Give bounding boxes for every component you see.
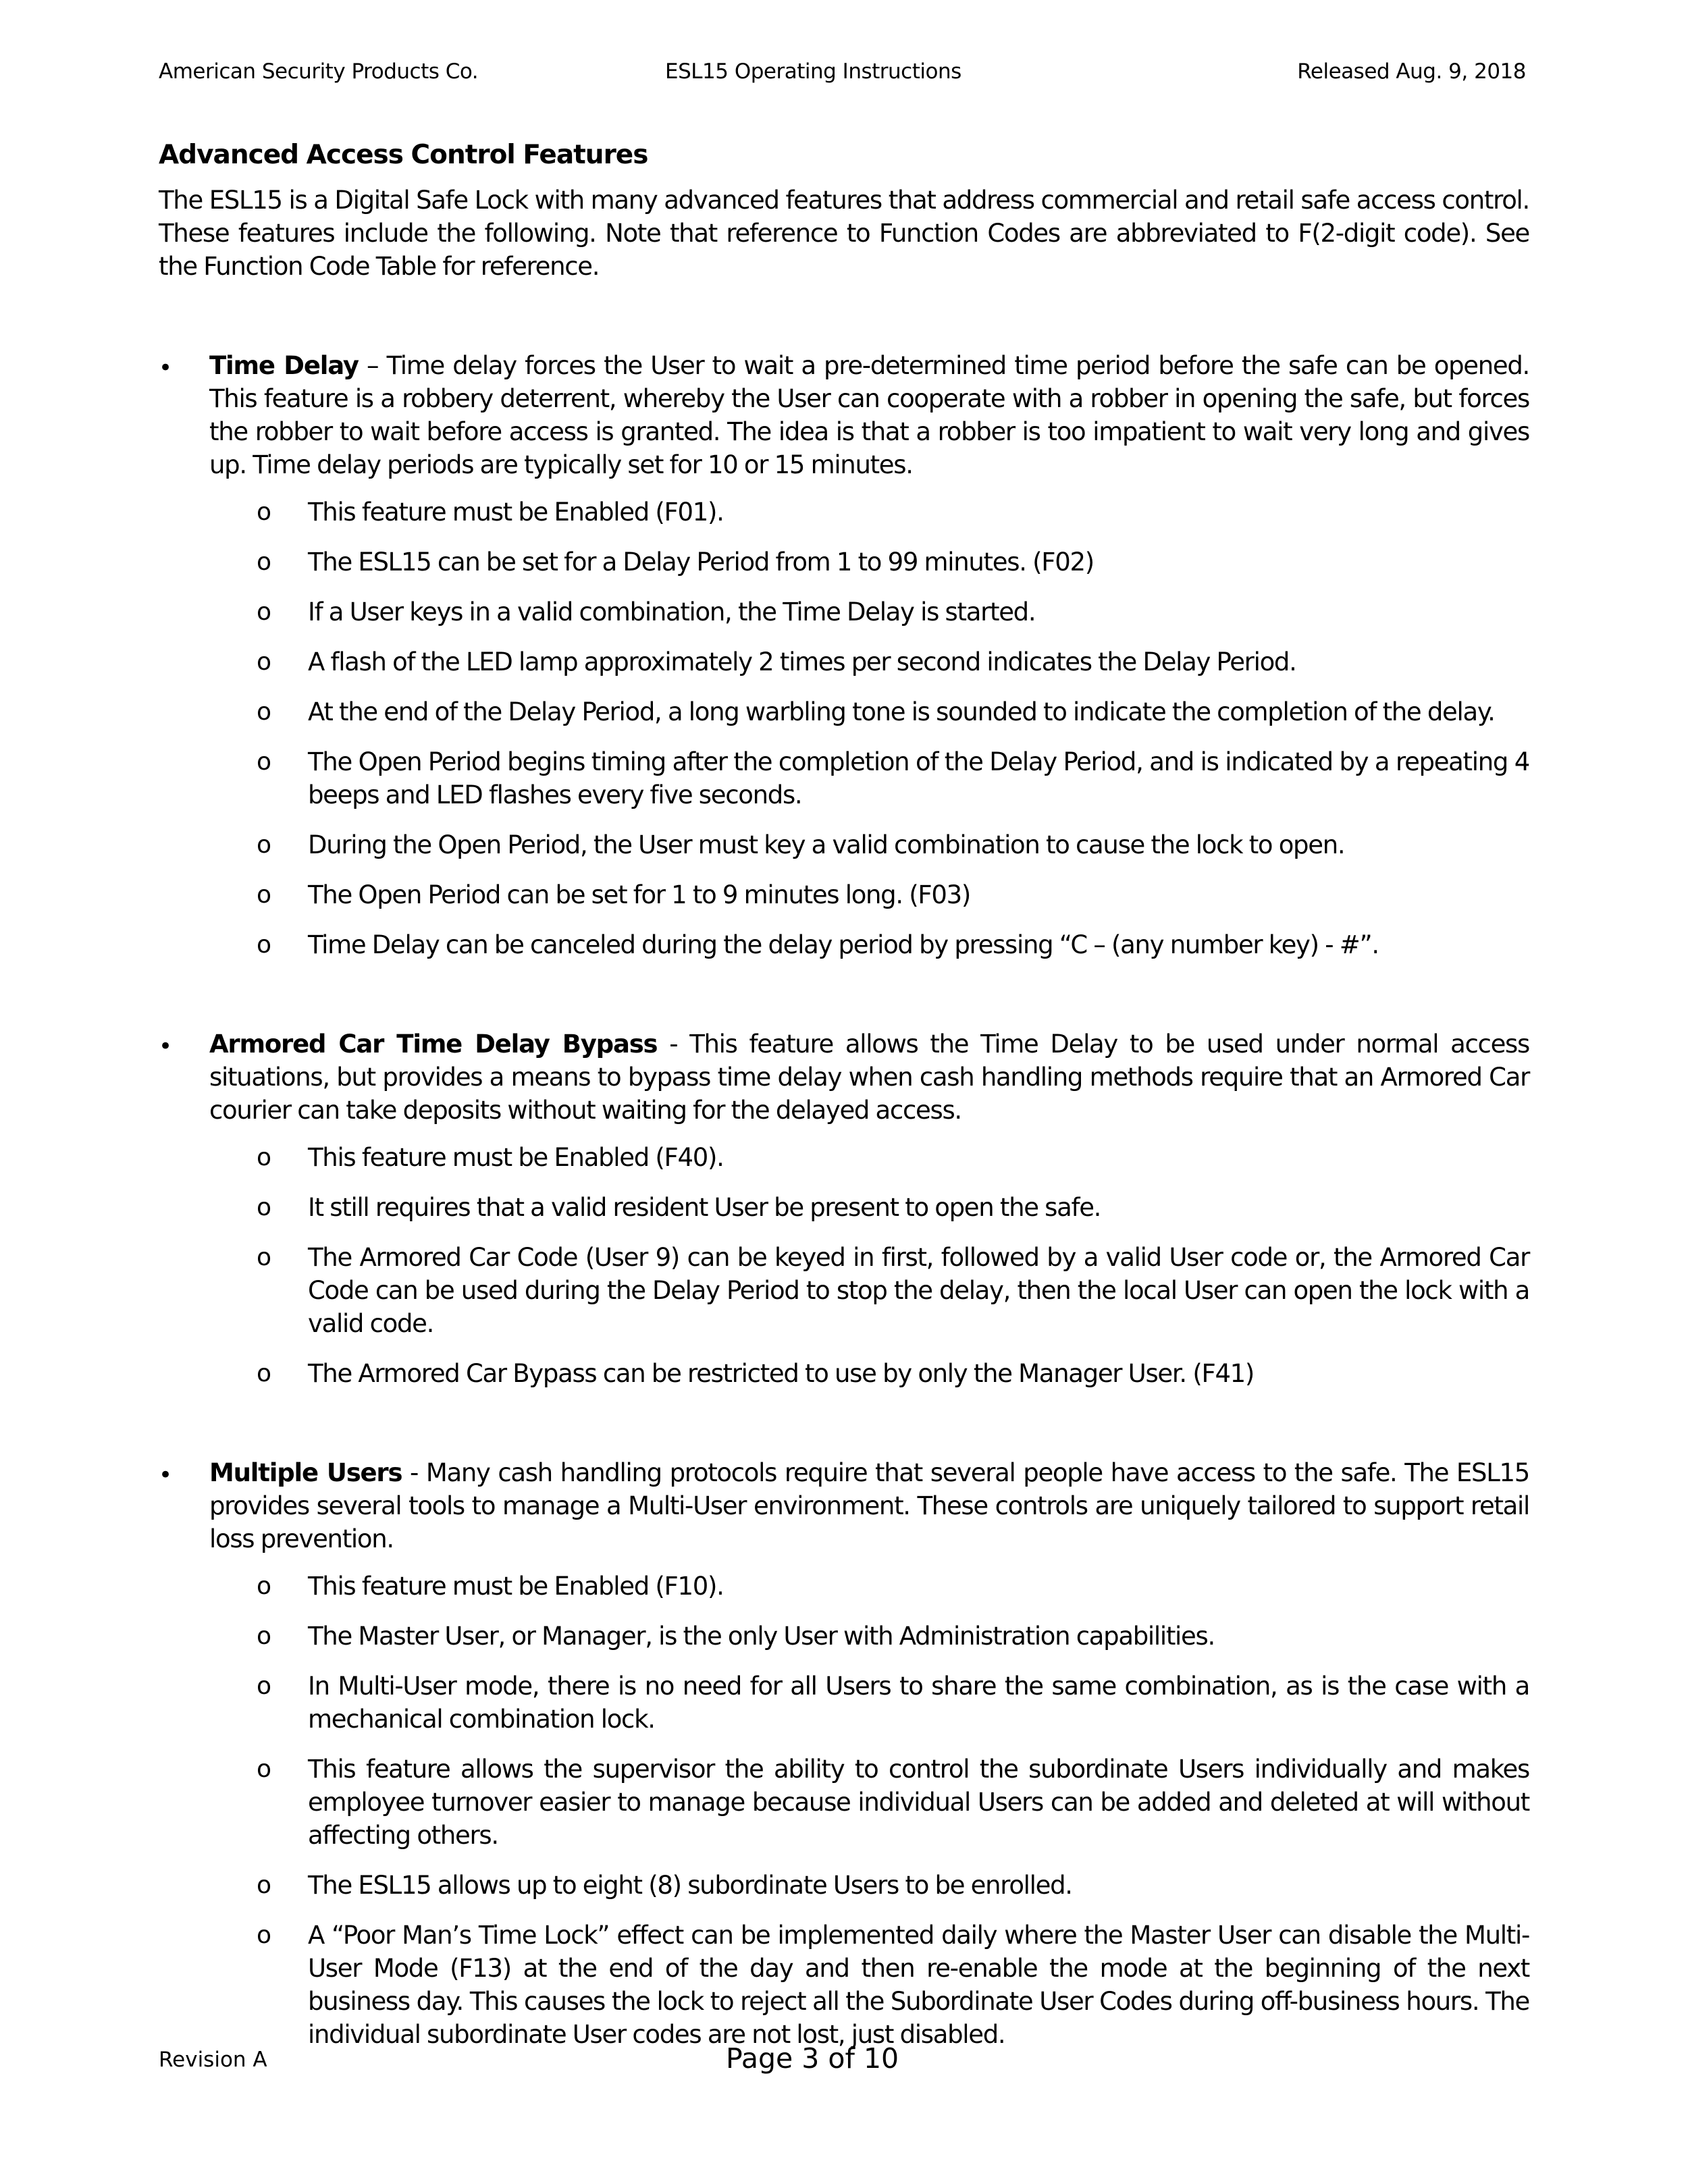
feature-sub-list [159,1141,1529,1390]
list-item-text: The Open Period can be set for 1 to 9 minutes long. (F03) [308,880,971,909]
feature-description [209,1028,1529,1127]
list-item [159,695,1529,728]
feature-text: - This feature allows the Time Delay to be used under normal access situations, but provides a means to bypass time delay when cash handling methods require that an Armored Car courier can take deposits without waiting for the delayed access. [209,1030,1529,1125]
sub-bullet-icon: o [257,1572,271,1600]
sub-bullet-icon: o [257,748,271,776]
list-item-text: The Master User, or Manager, is the only User with Administration capabilities. [308,1622,1215,1651]
bullet-icon: • [159,1033,172,1060]
list-item [159,1753,1529,1852]
sub-bullet-icon: o [257,1144,271,1171]
list-item [159,595,1529,629]
list-item-text: This feature allows the supervisor the ability to control the subordinate Users individually and makes employee turnover easier to manage because individual Users can be added and deleted at will without affecting others. [308,1755,1529,1850]
sub-bullet-icon: o [257,881,271,909]
feature-term: Time Delay [209,351,359,380]
sub-bullet-icon: o [257,548,271,576]
list-item [159,878,1529,911]
sub-bullet-icon: o [257,1871,271,1899]
feature-term: Armored Car Time Delay Bypass [209,1030,658,1059]
feature-section [159,1028,1529,1390]
list-item [159,1670,1529,1736]
bullet-icon: • [159,354,172,381]
section-title: Advanced Access Control Features [159,140,648,170]
list-item [159,928,1529,961]
list-item [159,1241,1529,1340]
list-item [159,645,1529,678]
list-item [159,745,1529,811]
feature-text: - Many cash handling protocols require that several people have access to the safe. The ESL15 provides several tools to manage a Multi-User environment. These controls are uniquely tailored to support retail loss prevention. [209,1458,1529,1553]
list-item [159,545,1529,579]
sub-bullet-icon: o [257,1672,271,1700]
header-doc-title: ESL15 Operating Instructions [665,59,961,84]
list-item-text: The ESL15 allows up to eight (8) subordinate Users to be enrolled. [308,1871,1072,1900]
list-item-text: The ESL15 can be set for a Delay Period from 1 to 99 minutes. (F02) [308,548,1094,577]
list-item-text: The Armored Car Bypass can be restricted to use by only the Manager User. (F41) [308,1359,1255,1388]
list-item-text: During the Open Period, the User must key a valid combination to cause the lock to open. [308,830,1345,859]
feature-term: Multiple Users [209,1458,402,1487]
list-item-text: If a User keys in a valid combination, the Time Delay is started. [308,597,1036,627]
list-item-text: The Open Period begins timing after the completion of the Delay Period, and is indicated by a repeating 4 beeps and LED flashes every five seconds. [308,747,1529,809]
sub-bullet-icon: o [257,1244,271,1271]
feature-description [209,1456,1529,1555]
list-item-text: Time Delay can be canceled during the delay period by pressing “C – (any number key) - #”. [308,930,1379,959]
sub-bullet-icon: o [257,1921,271,1949]
feature-section [159,1456,1529,2051]
sub-bullet-icon: o [257,698,271,726]
feature-description [209,349,1529,481]
list-item [159,496,1529,529]
feature-sections [159,349,1529,2051]
intro-paragraph: The ESL15 is a Digital Safe Lock with many advanced features that address commercial and retail safe access control. These features include the following. Note that reference to Function Codes are abbreviated to F(2-digit code). See the Function Code Table for reference. [159,186,1529,281]
feature-section [159,349,1529,961]
sub-bullet-icon: o [257,648,271,676]
feature-text: – Time delay forces the User to wait a pre-determined time period before the safe can be opened. This feature is a robbery deterrent, whereby the User can cooperate with a robber in opening the safe, but forces the robber to wait before access is granted. The idea is that a robber is too impatient to wait very long and gives up. Time delay periods are typically set for 10 or 15 minutes. [209,351,1529,479]
list-item-text: In Multi-User mode, there is no need for all Users to share the same combination, as is the case with a mechanical combination lock. [308,1672,1529,1734]
bullet-icon: • [159,1462,172,1489]
list-item [159,1191,1529,1224]
list-item-text: The Armored Car Code (User 9) can be keyed in first, followed by a valid User code or, the Armored Car Code can be used during the Delay Period to stop the delay, then the local User can open the lock with a valid code. [308,1243,1529,1338]
feature-sub-list [159,496,1529,961]
sub-bullet-icon: o [257,1622,271,1650]
list-item-text: A “Poor Man’s Time Lock” effect can be implemented daily where the Master User can disable the Multi-User Mode (F13) at the end of the day and then re-enable the mode at the beginning of the next business day. This causes the lock to reject all the Subordinate User Codes during off-business hours. The individual subordinate User codes are not lost, just disabled. [308,1921,1529,2049]
list-item [159,1869,1529,1902]
list-item-text: A flash of the LED lamp approximately 2 times per second indicates the Delay Period. [308,647,1296,676]
sub-bullet-icon: o [257,1194,271,1221]
sub-bullet-icon: o [257,598,271,626]
feature-sub-list [159,1570,1529,2051]
footer-page-number: Page 3 of 10 [726,2042,899,2075]
footer-revision: Revision A [159,2048,267,2072]
list-item [159,1570,1529,1603]
list-item-text: This feature must be Enabled (F40). [308,1143,724,1172]
list-item [159,828,1529,861]
sub-bullet-icon: o [257,1360,271,1387]
sub-bullet-icon: o [257,498,271,526]
list-item-text: It still requires that a valid resident User be present to open the safe. [308,1193,1101,1222]
list-item-text: This feature must be Enabled (F10). [308,1572,724,1601]
header-company: American Security Products Co. [159,59,479,84]
list-item-text: This feature must be Enabled (F01). [308,498,724,527]
sub-bullet-icon: o [257,831,271,859]
list-item [159,1919,1529,2051]
list-item [159,1620,1529,1653]
list-item [159,1141,1529,1174]
list-item [159,1357,1529,1390]
header-release-date: Released Aug. 9, 2018 [1297,59,1526,84]
sub-bullet-icon: o [257,931,271,959]
page-content [159,138,1529,2068]
list-item-text: At the end of the Delay Period, a long warbling tone is sounded to indicate the completion of the delay. [308,697,1495,726]
sub-bullet-icon: o [257,1755,271,1783]
